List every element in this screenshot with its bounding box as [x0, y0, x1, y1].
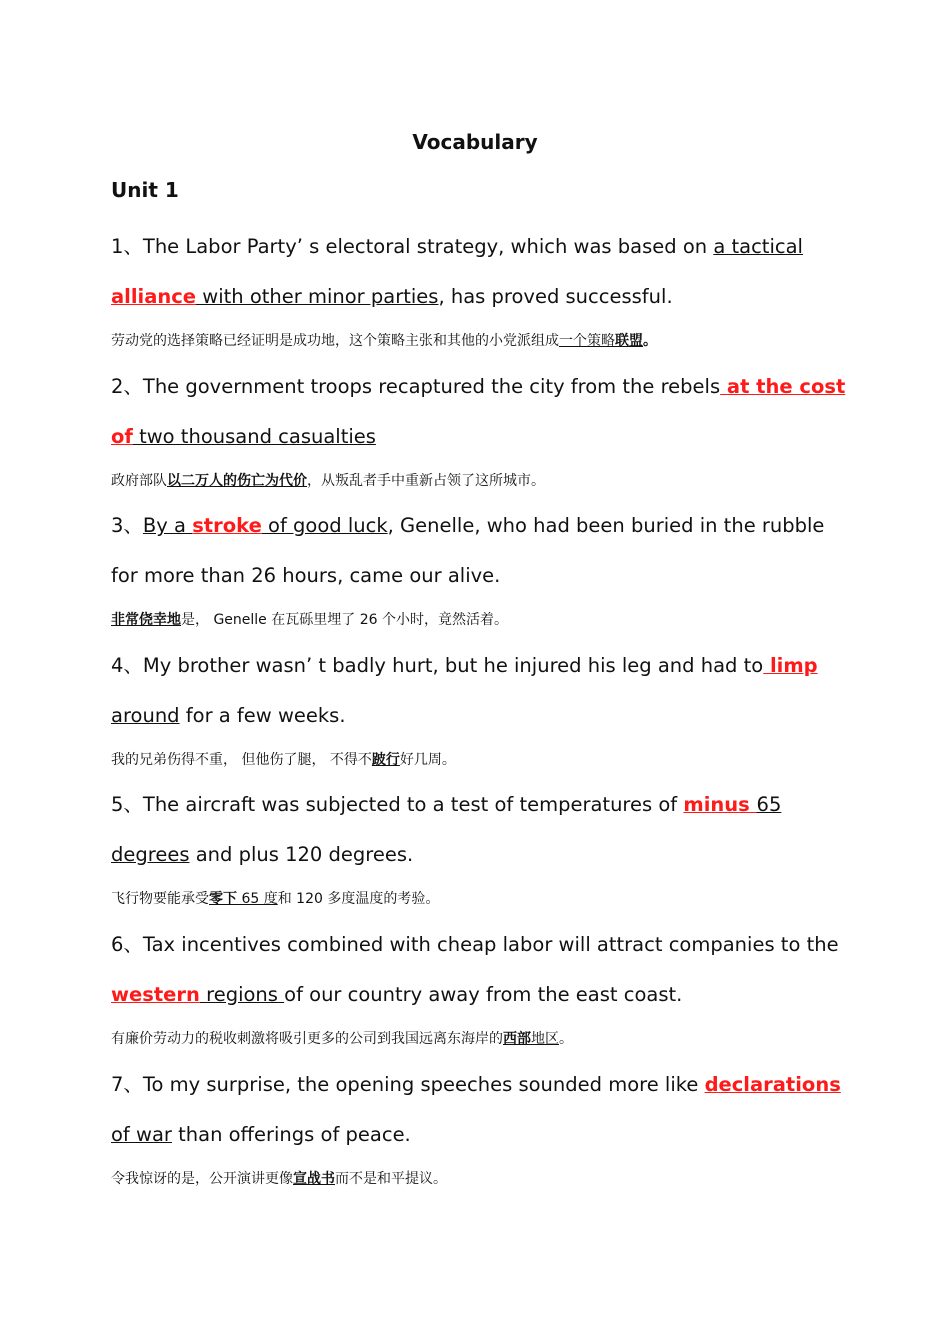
keyword: minus [683, 793, 757, 817]
text-segment: 而不是和平提议。 [335, 1170, 447, 1187]
sentence-translation [111, 611, 508, 629]
sentence-line-1 [111, 654, 818, 678]
unit-heading: Unit 1 [111, 178, 179, 202]
text-segment: , has proved successful. [438, 285, 673, 308]
text-segment: 劳动党的选择策略已经证明是成功地，这个策略主张和其他的小党派组成 [111, 333, 559, 349]
text-segment: 为代价 [265, 472, 307, 489]
text-segment: 65 [756, 793, 782, 817]
sentence-line-2 [111, 285, 673, 309]
text-segment: two thousand casualties [132, 424, 376, 448]
text-segment: 5、The aircraft was subjected to a test of temperatures of [111, 793, 684, 817]
text-segment: , Genelle, who had been buried in the rubble [387, 514, 825, 538]
text-segment: 7、To my surprise, the opening speeches sounded more like [111, 1072, 705, 1096]
text-segment: of war [111, 1122, 172, 1146]
text-segment: 跛行 [371, 751, 400, 768]
text-segment: 有廉价劳动力的税收刺激将吸引更多的公司到我国远离东海岸的 [111, 1031, 503, 1047]
text-segment: ，从叛乱者手中重新占领了这所城市。 [307, 472, 545, 489]
text-segment: By a [142, 514, 193, 538]
sentence-line-1 [111, 1073, 841, 1097]
text-segment: 6、Tax incentives combined with cheap labor will attract companies to the [111, 933, 839, 956]
text-segment: with other minor parties [196, 285, 439, 308]
text-segment: than offerings of peace. [171, 1122, 411, 1146]
sentence-line-1 [111, 235, 803, 259]
text-segment: 3、 [111, 514, 143, 538]
text-segment: around [111, 703, 180, 727]
text-segment: 令我惊讶的是，公开演讲更像 [111, 1170, 293, 1187]
text-segment: 1、The Labor Party’ s electoral strategy, which was based on [111, 235, 714, 258]
text-segment: for more than 26 hours, came our alive. [111, 564, 501, 588]
sentence-line-1 [111, 793, 781, 817]
text-segment: 好几周。 [399, 751, 456, 768]
text-segment: 4、My brother wasn’ t badly hurt, but he injured his leg and had to [111, 653, 764, 677]
keyword: of [111, 424, 133, 448]
keyword: at the cost [720, 374, 846, 398]
sentence-translation [111, 1170, 447, 1188]
sentence-line-2 [111, 843, 413, 867]
text-segment: a tactical [713, 235, 803, 258]
text-segment: 政府部队 [111, 472, 167, 489]
text-segment: 2、The government troops recaptured the city from the rebels [111, 374, 721, 398]
keyword: declarations [704, 1072, 841, 1096]
sentence-translation [111, 890, 439, 908]
text-segment: 。 [643, 333, 657, 349]
text-segment: for a few weeks. [179, 703, 346, 727]
sentence-line-2 [111, 425, 376, 449]
page-title: Vocabulary [412, 130, 538, 154]
keyword: western [111, 983, 200, 1006]
text-segment: of good luck [261, 514, 388, 538]
text-segment: degrees [111, 843, 190, 867]
sentence-translation [111, 1030, 573, 1048]
text-segment: 零下 [209, 891, 237, 908]
sentence-line-2 [111, 704, 346, 728]
text-segment: 以二万人的伤亡 [167, 472, 265, 489]
text-segment: 65 度 [237, 891, 278, 908]
keyword: alliance [111, 285, 197, 308]
text-segment: 一个策略 [559, 333, 615, 349]
text-segment: 联盟 [615, 333, 643, 349]
sentence-line-1 [111, 933, 839, 957]
sentence-translation [111, 472, 545, 490]
sentence-line-2 [111, 564, 500, 588]
text-segment: 地区 [531, 1031, 559, 1047]
keyword: limp [763, 653, 818, 677]
sentence-line-1 [111, 375, 845, 399]
sentence-line-1 [111, 514, 824, 538]
sentence-line-2 [111, 1123, 411, 1147]
sentence-translation [111, 751, 456, 769]
text-segment: and plus 120 degrees. [189, 843, 414, 867]
text-segment: 飞行物要能承受 [111, 891, 209, 908]
text-segment: of our country away from the east coast. [284, 983, 683, 1006]
text-segment: 西部 [503, 1031, 531, 1047]
sentence-translation [111, 332, 657, 350]
text-segment: 我的兄弟伤得不重， 但他伤了腿， 不得不 [111, 751, 372, 768]
text-segment: 非常侥幸地 [111, 612, 181, 629]
text-segment: 。 [559, 1031, 573, 1047]
text-segment: 宣战书 [293, 1170, 335, 1187]
sentence-line-2 [111, 983, 682, 1007]
text-segment: 和 120 多度温度的考验。 [277, 891, 440, 908]
keyword: stroke [192, 514, 262, 538]
text-segment: regions [199, 983, 285, 1006]
text-segment: 是， Genelle 在瓦砾里埋了 26 个小时，竟然活着。 [181, 612, 508, 629]
